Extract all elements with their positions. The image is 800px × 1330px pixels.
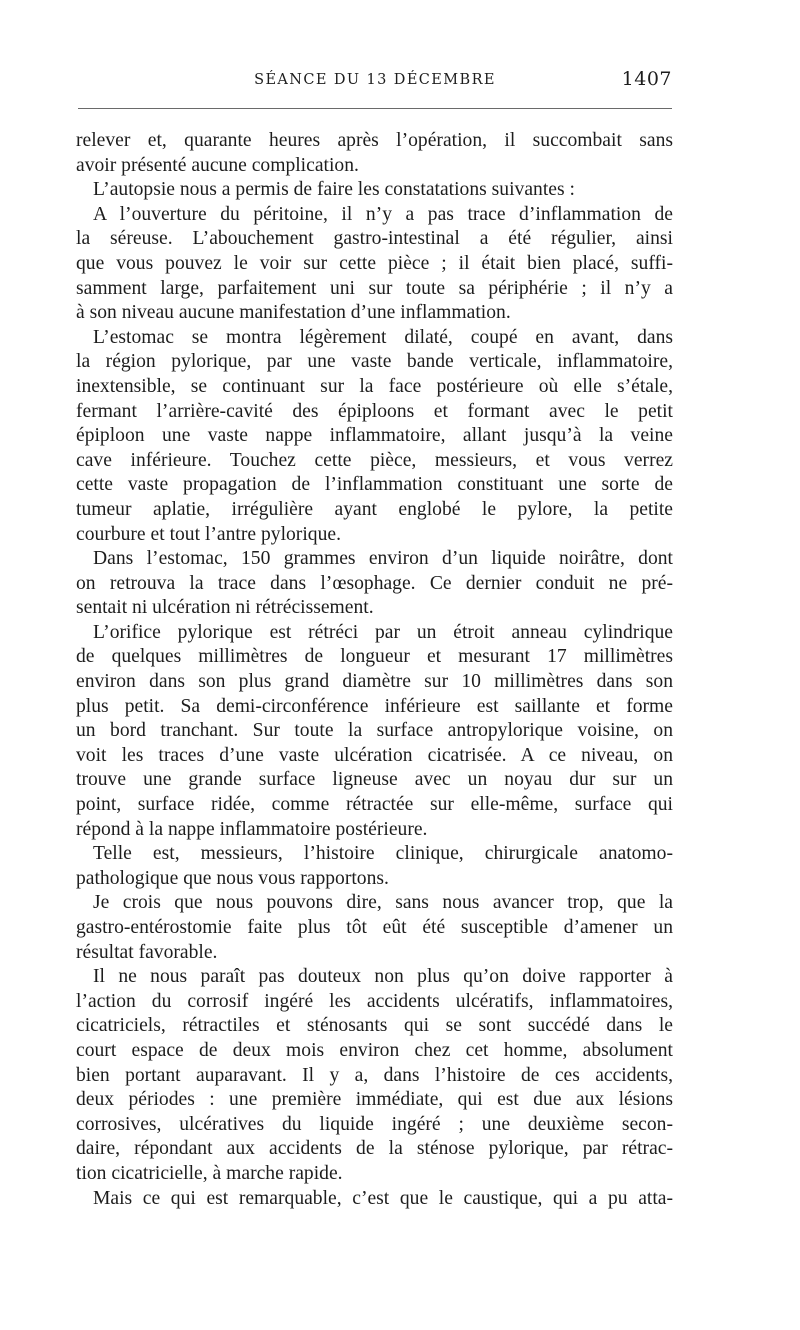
text-line: de quelques millimètres de longueur et mesurant 17 millimètres (76, 646, 673, 668)
text-line: cave inférieure. Touchez cette pièce, messieurs, et vous verrez (76, 449, 673, 471)
body-text (76, 129, 673, 1211)
text-line: Telle est, messieurs, l’histoire clinique, chirurgicale anatomo- (93, 843, 673, 865)
text-line: un bord tranchant. Sur toute la surface antropylorique voisine, on (76, 720, 673, 742)
text-line: L’orifice pylorique est rétréci par un étroit anneau cylindrique (93, 621, 673, 643)
text-line: sentait ni ulcération ni rétrécissement. (76, 597, 374, 619)
text-line: cicatriciels, rétractiles et sténosants qui se sont succédé dans le (76, 1015, 673, 1037)
page-header (78, 66, 672, 96)
text-line: L’autopsie nous a permis de faire les constatations suivantes : (93, 179, 575, 201)
text-line: samment large, parfaitement uni sur toute sa périphérie ; il n’y a (76, 277, 673, 299)
text-line: la région pylorique, par une vaste bande verticale, inflammatoire, (76, 351, 673, 373)
text-line: voit les traces d’une vaste ulcération cicatrisée. A ce niveau, on (76, 744, 673, 766)
text-line: courbure et tout l’antre pylorique. (76, 523, 341, 545)
text-line: environ dans son plus grand diamètre sur 10 millimètres dans son (76, 671, 673, 693)
text-line: fermant l’arrière-cavité des épiploons et formant avec le petit (76, 400, 673, 422)
text-line: corrosives, ulcératives du liquide ingéré ; une deuxième secon- (76, 1113, 673, 1135)
text-line: cette vaste propagation de l’inflammation constituant une sorte de (76, 474, 673, 496)
text-line: inextensible, se continuant sur la face postérieure où elle s’étale, (76, 375, 673, 397)
text-line: Il ne nous paraît pas douteux non plus qu’on doive rapporter à (93, 966, 673, 988)
text-line: relever et, quarante heures après l’opération, il succombait sans (76, 130, 673, 151)
text-line: tion cicatricielle, à marche rapide. (76, 1162, 343, 1184)
text-line: deux périodes : une première immédiate, qui est due aux lésions (76, 1089, 673, 1111)
text-line: L’estomac se montra légèrement dilaté, coupé en avant, dans (93, 326, 673, 348)
text-line: répond à la nappe inflammatoire postérieure. (76, 818, 428, 840)
text-line: gastro-entérostomie faite plus tôt eût été susceptible d’amener un (76, 917, 673, 938)
text-line: avoir présenté aucune complication. (76, 154, 359, 176)
text-line: A l’ouverture du péritoine, il n’y a pas trace d’inflammation de (93, 203, 673, 225)
text-line: Dans l’estomac, 150 grammes environ d’un liquide noirâtre, dont (93, 548, 673, 570)
text-line: que vous pouvez le voir sur cette pièce ; il était bien placé, suffi- (76, 252, 673, 274)
text-line: résultat favorable. (76, 941, 218, 963)
text-line: plus petit. Sa demi-circonférence inférieure est saillante et forme (76, 695, 673, 717)
text-line: Mais ce qui est remarquable, c’est que le caustique, qui a pu atta- (93, 1187, 673, 1209)
text-line: point, surface ridée, comme rétractée sur elle-même, surface qui (76, 794, 673, 816)
text-line: la séreuse. L’abouchement gastro-intestinal a été régulier, ainsi (76, 228, 673, 250)
text-line: trouve une grande surface ligneuse avec un noyau dur sur un (76, 769, 673, 791)
text-line: on retrouva la trace dans l’œsophage. Ce dernier conduit ne pré- (76, 572, 673, 594)
text-line: tumeur aplatie, irrégulière ayant englobé le pylore, la petite (76, 498, 673, 520)
text-line: l’action du corrosif ingéré les accidents ulcératifs, inflammatoires, (76, 990, 673, 1012)
text-line: Je crois que nous pouvons dire, sans nous avancer trop, que la (93, 892, 673, 914)
running-head: SÉANCE DU 13 DÉCEMBRE (254, 72, 496, 88)
text-line: pathologique que nous vous rapportons. (76, 867, 389, 889)
text-line: bien portant auparavant. Il y a, dans l’histoire de ces accidents, (76, 1064, 673, 1086)
page-number: 1407 (621, 68, 672, 90)
text-line: épiploon une vaste nappe inflammatoire, allant jusqu’à la veine (76, 425, 673, 447)
header-rule (78, 108, 672, 109)
text-line: daire, répondant aux accidents de la sténose pylorique, par rétrac- (76, 1138, 673, 1160)
text-line: court espace de deux mois environ chez cet homme, absolument (76, 1039, 673, 1061)
text-line: à son niveau aucune manifestation d’une inflammation. (76, 302, 511, 324)
